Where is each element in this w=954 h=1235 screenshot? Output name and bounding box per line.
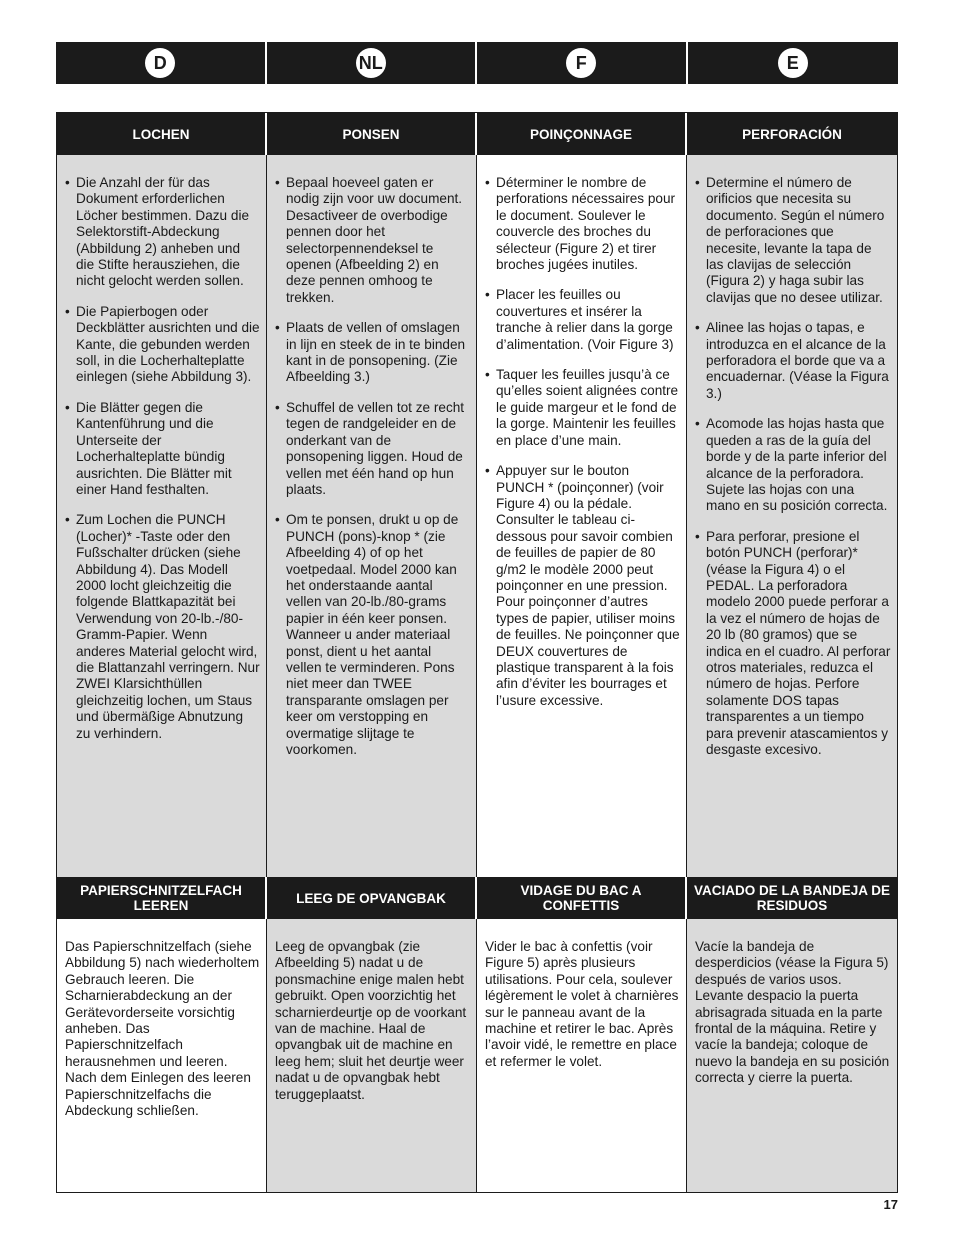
column-header-emptying-de: PAPIERSCHNITZELFACH LEEREN	[57, 877, 267, 919]
list-item: • Para perforar, presione el botón PUNCH (perforar)* (véase la Figura 4) o el PEDAL. La perforadora modelo 2000 puede perforar a la vez el número de hojas de 20 lb (80 gramos) que se indica en el cuadro. Al perforar otros materiales, reduzca el número de hojas. Perfore solamente DOS tapas transparentes a un tiempo para prevenir atascamientos y desgaste excesivo.	[695, 529, 891, 759]
column-header-emptying-fr: VIDAGE DU BAC A CONFETTIS	[477, 877, 687, 919]
column-header-punching-de: LOCHEN	[57, 113, 267, 155]
punching-instructions-fr	[477, 155, 687, 877]
column-header-emptying-nl: LEEG DE OPVANGBAK	[267, 877, 477, 919]
list-item: • Om te ponsen, drukt u op de PUNCH (pons)-knop * (zie Afbeelding 4) of op het voetpedaal. Model 2000 kan het onderstaande aantal vellen van 20-lb./80-grams papier in één keer ponsen. Wanneer u ander materiaal ponst, dient u het aantal vellen te verminderen. Pons niet meer dan TWEE transparante omslagen per keer om verstopping en overmatige slijtage te voorkomen.	[275, 512, 470, 758]
emptying-instructions-de	[57, 919, 267, 1192]
page-number: 17	[883, 1197, 898, 1212]
instruction-table	[56, 112, 898, 1193]
emptying-instructions-es	[687, 919, 897, 1192]
list-item: • Bepaal hoeveel gaten er nodig zijn voor uw document. Desactiveer de overbodige pennen door het selectorpennendeksel te openen (Afbeelding 2) en deze pennen omhoog te trekken.	[275, 175, 470, 306]
punching-instructions-de	[57, 155, 267, 877]
emptying-instructions-nl	[267, 919, 477, 1192]
list-item: • Alinee las hojas o tapas, e introduzca en el alcance de la perforadora el borde que va a encuadernar. (Véase la Figura 3.)	[695, 320, 891, 402]
language-cell-e	[688, 42, 899, 84]
language-badge-nl: NL	[356, 48, 386, 78]
paragraph: Vider le bac à confettis (voir Figure 5) après plusieurs utilisations. Pour cela, soulever légèrement le volet à charnières sur le panneau avant de la machine et retirer le bac. Après l’avoir vidé, le remettre en place et refermer le volet.	[485, 939, 679, 1069]
list-item: • Schuffel de vellen tot ze recht tegen de randgeleider en de onderkant van de ponsopening liggen. Houd de vellen met één hand op hun plaats.	[275, 400, 470, 498]
paragraph: Leeg de opvangbak (zie Afbeelding 5) nadat u de ponsmachine enige malen hebt gebruikt. Open voorzichtig het scharnierdeurtje op de voorkant van de machine. Haal de opvangbak uit de machine en leeg hem; sluit het deurtje weer nadat u de opvangbak hebt teruggeplaatst.	[275, 939, 467, 1102]
language-badge-e: E	[778, 48, 808, 78]
instruction-list	[65, 175, 260, 742]
column-header-emptying-es: VACIADO DE LA BANDEJA DE RESIDUOS	[687, 877, 897, 919]
language-cell-nl	[267, 42, 478, 84]
emptying-instructions-fr	[477, 919, 687, 1192]
column-header-punching-es: PERFORACIÓN	[687, 113, 897, 155]
column-header-punching-nl: PONSEN	[267, 113, 477, 155]
list-item: • Taquer les feuilles jusqu’à ce qu’elles soient alignées contre le guide margeur et le fond de la gorge. Maintenir les feuilles en place d’une main.	[485, 367, 680, 449]
column-header-punching-fr: POINÇONNAGE	[477, 113, 687, 155]
punching-instructions-es	[687, 155, 897, 877]
instruction-list	[275, 175, 470, 758]
list-item: • Appuyer sur le bouton PUNCH * (poinçonner) (voir Figure 4) ou la pédale. Consulter le tableau ci-dessous pour savoir combien de feuilles de papier de 80 g/m2 le modèle 2000 peut poinçonner en une pression. Pour poinçonner d’autres types de papier, utiliser moins de feuilles. Ne poinçonner que DEUX couvertures de plastique transparent à la fois afin d’éviter les bourrages et l’usure excessive.	[485, 463, 680, 709]
list-item: • Acomode las hojas hasta que queden a ras de la guía del borde y de la parte inferior del alcance de la perforadora. Sujete las hojas con una mano en su posición correcta.	[695, 416, 891, 514]
language-badge-d: D	[145, 48, 175, 78]
punching-instructions-nl	[267, 155, 477, 877]
list-item: • Die Anzahl der für das Dokument erforderlichen Löcher bestimmen. Dazu die Selektorstift-Abdeckung (Abbildung 2) anheben und die Stifte herausziehen, die nicht gelocht werden sollen.	[65, 175, 260, 290]
list-item: • Placer les feuilles ou couvertures et insérer la tranche à relier dans la gorge d’alimentation. (Voir Figure 3)	[485, 287, 680, 353]
language-cell-d	[56, 42, 267, 84]
list-item: • Determine el número de orificios que necesita su documento. Según el número de perforaciones que necesite, levante la tapa de las clavijas de selección (Figura 2) y haga subir las clavijas que no desee utilizar.	[695, 175, 891, 306]
list-item: • Zum Lochen die PUNCH (Locher)* -Taste oder den Fußschalter drücken (siehe Abbildung 4). Das Modell 2000 locht gleichzeitig die folgende Blattkapazität bei Verwendung von 20-lb.-/80-Gramm-Papier. Wenn anderes Material gelocht wird, die Blattanzahl verringern. Nur ZWEI Klarsichthüllen gleichzeitig lochen, um Staus und übermäßige Abnutzung zu verhindern.	[65, 512, 260, 742]
list-item: • Die Papierbogen oder Deckblätter ausrichten und die Kante, die gebunden werden soll, in die Locherhalteplatte einlegen (siehe Abbildung 3).	[65, 304, 260, 386]
instruction-list	[695, 175, 891, 758]
language-cell-f	[477, 42, 688, 84]
instruction-list	[485, 175, 680, 709]
paragraph: Das Papierschnitzelfach (siehe Abbildung 5) nach wiederholtem Gebrauch leeren. Die Scharnierabdeckung an der Gerätevorderseite vorsichtig anheben. Das Papierschnitzelfach herausnehmen und leeren. Nach dem Einlegen des leeren Papierschnitzelfachs die Abdeckung schließen.	[65, 939, 260, 1119]
language-badge-f: F	[566, 48, 596, 78]
list-item: • Plaats de vellen of omslagen in lijn en steek de in te binden kant in de ponsopening. (Zie Afbeelding 3.)	[275, 320, 470, 386]
paragraph: Vacíe la bandeja de desperdicios (véase la Figura 5) después de varios usos. Levante despacio la puerta abrisagrada situada en la parte frontal de la máquina. Retire y vacíe la bandeja; coloque de nuevo la bandeja en su posición correcta y cierre la puerta.	[695, 939, 890, 1086]
language-bar	[56, 42, 898, 84]
list-item: • Die Blätter gegen die Kantenführung und die Unterseite der Locherhalteplatte bündig ausrichten. Die Blätter mit einer Hand festhalten.	[65, 400, 260, 498]
list-item: • Déterminer le nombre de perforations nécessaires pour le document. Soulever le couvercle des broches du sélecteur (Figure 2) et tirer broches jugées inutiles.	[485, 175, 680, 273]
